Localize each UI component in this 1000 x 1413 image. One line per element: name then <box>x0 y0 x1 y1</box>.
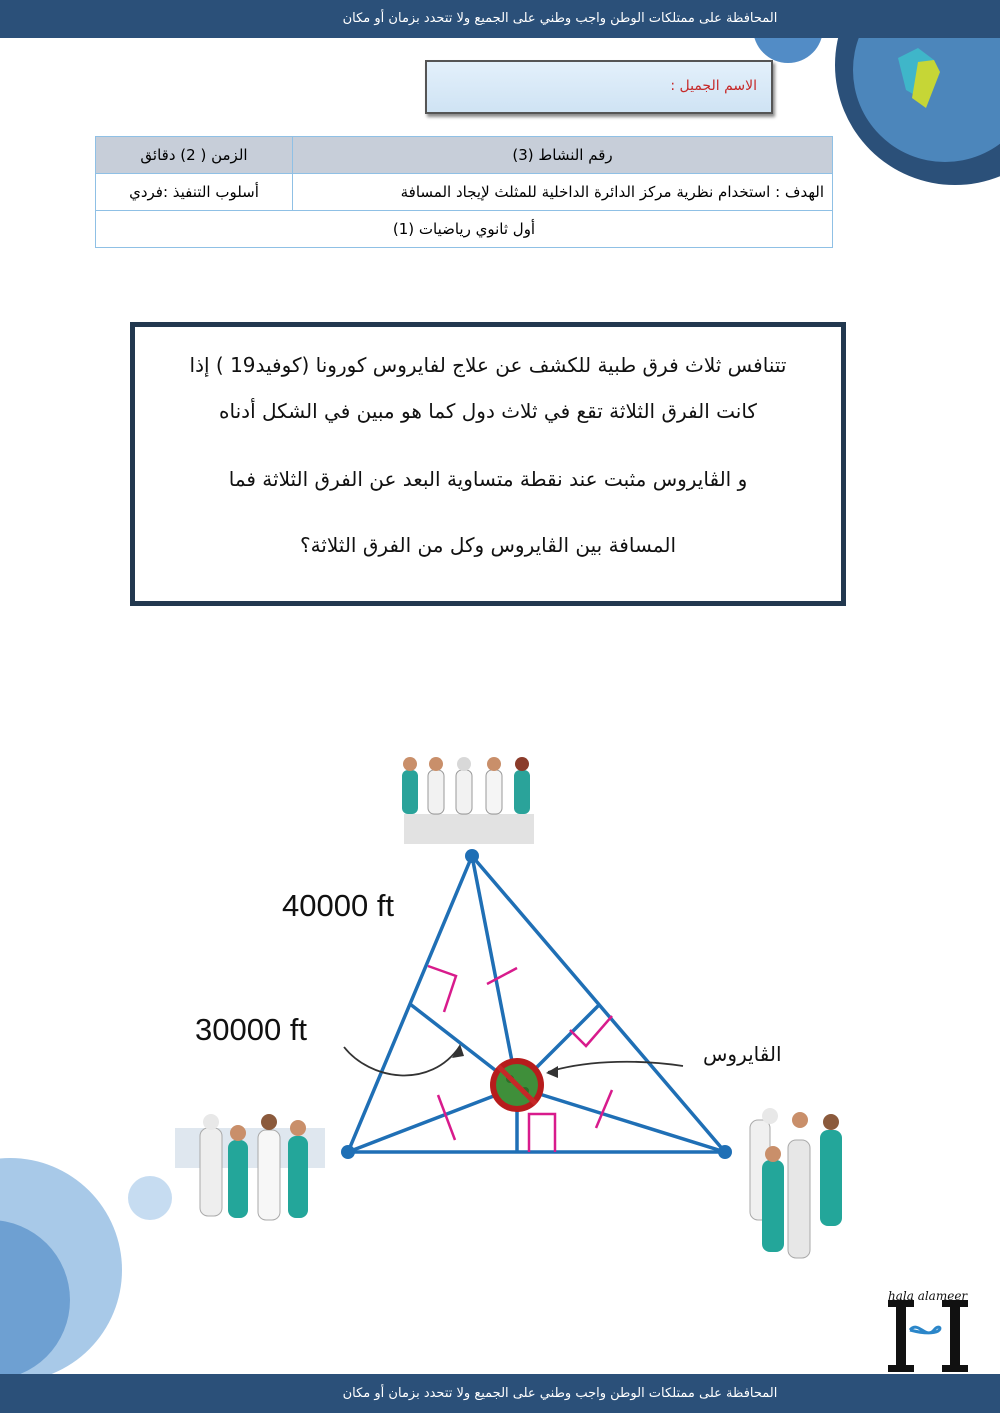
problem-line-2: كانت الفرق الثلاثة تقع في ثلاث دول كما هو مبين في الشكل أدناه <box>219 399 757 423</box>
signature-text: hala alameer <box>888 1289 968 1303</box>
arrowhead <box>546 1066 558 1078</box>
bottom-banner <box>0 1374 1000 1413</box>
activity-goal: الهدف : استخدام نظرية مركز الدائرة الداخلية للمثلث لإيجاد المسافة <box>293 174 833 211</box>
activity-number: رقم النشاط (3) <box>293 137 833 174</box>
right-angle-marker-bottom <box>529 1114 555 1152</box>
arrow-30000 <box>344 1046 460 1075</box>
banner-slogan: المحافظة على ممتلكات الوطن واجب وطني على الجميع ولا تتحدد بزمان أو مكان <box>342 1386 778 1401</box>
banner-slogan: المحافظة على ممتلكات الوطن واجب وطني على الجميع ولا تتحدد بزمان أو مكان <box>342 11 778 26</box>
vertex-right <box>718 1145 732 1159</box>
arrow-virus <box>548 1062 683 1072</box>
name-label: الاسم الجميل : <box>670 78 757 94</box>
execution-method: أسلوب التنفيذ :فردي <box>96 174 293 211</box>
triangle <box>348 856 725 1152</box>
activity-time: الزمن ( 2) دقائق <box>96 137 293 174</box>
right-angle-marker-left <box>428 966 456 1012</box>
tick-mark <box>487 968 517 984</box>
vertex-top <box>465 849 479 863</box>
grade-subject: أول ثانوي رياضيات (1) <box>96 211 833 248</box>
distance-label-40000: 40000 ft <box>282 888 395 923</box>
bisector-left <box>348 1087 517 1152</box>
problem-line-1: تتنافس ثلاث فرق طبية للكشف عن علاج لفايروس كورونا (كوفيد19 ) إذا <box>189 353 787 377</box>
virus-label: الڤايروس <box>703 1042 782 1066</box>
virus-icon <box>490 1058 544 1112</box>
problem-line-4: المسافة بين الڤايروس وكل من الفرق الثلاثة؟ <box>299 533 677 557</box>
problem-line-3: و الڤايروس مثبت عند نقطة متساوية البعد عن الفرق الثلاثة فما <box>228 467 748 491</box>
medical-team-right <box>750 1108 842 1258</box>
right-angle-marker-right <box>570 1016 612 1046</box>
bisector-right <box>517 1087 725 1152</box>
medical-team-top <box>402 757 534 844</box>
signature-logo <box>888 1289 968 1372</box>
tick-mark <box>596 1090 612 1128</box>
vertex-left <box>341 1145 355 1159</box>
medical-team-left <box>175 1114 325 1220</box>
distance-label-30000: 30000 ft <box>195 1012 308 1047</box>
